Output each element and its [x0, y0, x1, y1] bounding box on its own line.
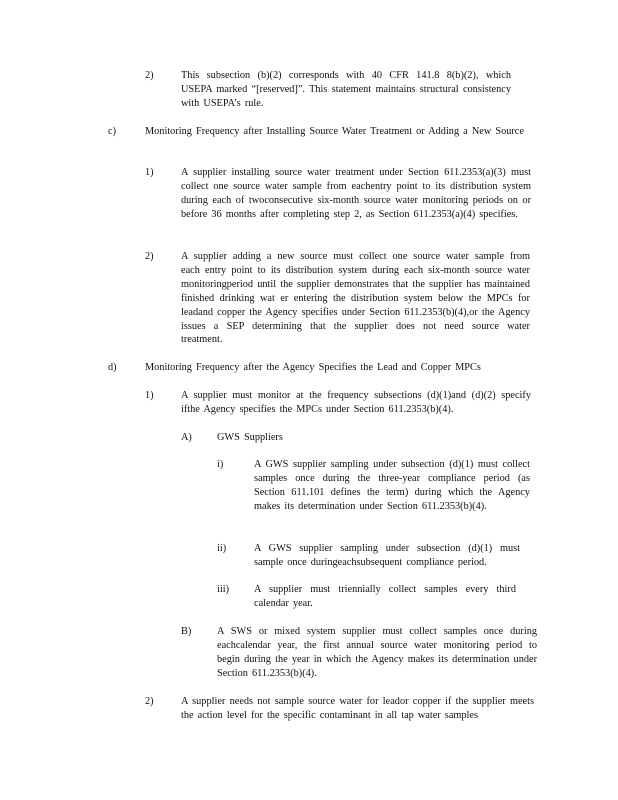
paragraph-d1: A supplier must monitor at the frequency subsections (d)(1)and (d)(2) specify ifthe Agency specifies the MPCs under Section 611.2353(b)(4). — [181, 390, 531, 415]
paragraph-d2: A supplier needs not sample source water for leador copper if the supplier meets the action level for the specific contaminant in all tap water samples — [181, 696, 534, 721]
item-label-d1Aiii: iii) — [217, 584, 230, 595]
section-label-d: d) — [108, 362, 117, 373]
paragraph-d1Aiii: A supplier must triennially collect samples every third calendar year. — [254, 584, 516, 609]
item-label-d1: 1) — [145, 390, 154, 401]
subheading-d1A: GWS Suppliers — [217, 432, 283, 443]
item-label-d1A: A) — [181, 432, 192, 443]
section-label-c: c) — [108, 126, 116, 137]
paragraph-d1B: A SWS or mixed system supplier must collect samples once during eachcalendar year, the first annual source water monitoring period to begin during the year in which the Agency makes its determination under Section 611.2353(b)(4). — [217, 626, 537, 679]
item-label-d1Aii: ii) — [217, 543, 227, 554]
section-heading-d: Monitoring Frequency after the Agency Specifies the Lead and Copper MPCs — [145, 362, 481, 373]
paragraph-c2: A supplier adding a new source must collect one source water sample from each entry point to its distribution system during each six-month source water monitoringperiod until the supplier demonstrates that the supplier has maintained finished drinking wat er entering the distribution system below the MPCs for leadand copper the Agency specifies under Section 611.2353(b)(4),or the Agency issues a SEP determining that the supplier does not need source water treatment. — [181, 251, 530, 346]
paragraph-d1Aii: A GWS supplier sampling under subsection (d)(1) must sample once duringeachsubsequent compliance period. — [254, 543, 520, 568]
item-label-c1: 1) — [145, 167, 154, 178]
item-label-b2: 2) — [145, 70, 154, 81]
paragraph-d1Ai: A GWS supplier sampling under subsection (d)(1) must collect samples once during the three-year compliance period (as Section 611.101 defines the term) during which the Agency makes its determination under Section 611.2353(b)(4). — [254, 459, 530, 512]
paragraph-b2: This subsection (b)(2) corresponds with 40 CFR 141.8 8(b)(2), which USEPA marked “[reserved]”. This statement maintains structural consistency with USEPA’s rule. — [181, 70, 511, 109]
paragraph-c1: A supplier installing source water treatment under Section 611.2353(a)(3) must collect one source water sample from eachentry point to its distribution system during each of twoconsecutive six-month source water monitoring periods on or before 36 months after completing step 2, as Section 611.2353(a)(4) specifies. — [181, 167, 531, 220]
item-label-d1B: B) — [181, 626, 192, 637]
item-label-d1Ai: i) — [217, 459, 224, 470]
item-label-d2: 2) — [145, 696, 154, 707]
section-heading-c: Monitoring Frequency after Installing Source Water Treatment or Adding a New Source — [145, 126, 524, 137]
item-label-c2: 2) — [145, 251, 154, 262]
